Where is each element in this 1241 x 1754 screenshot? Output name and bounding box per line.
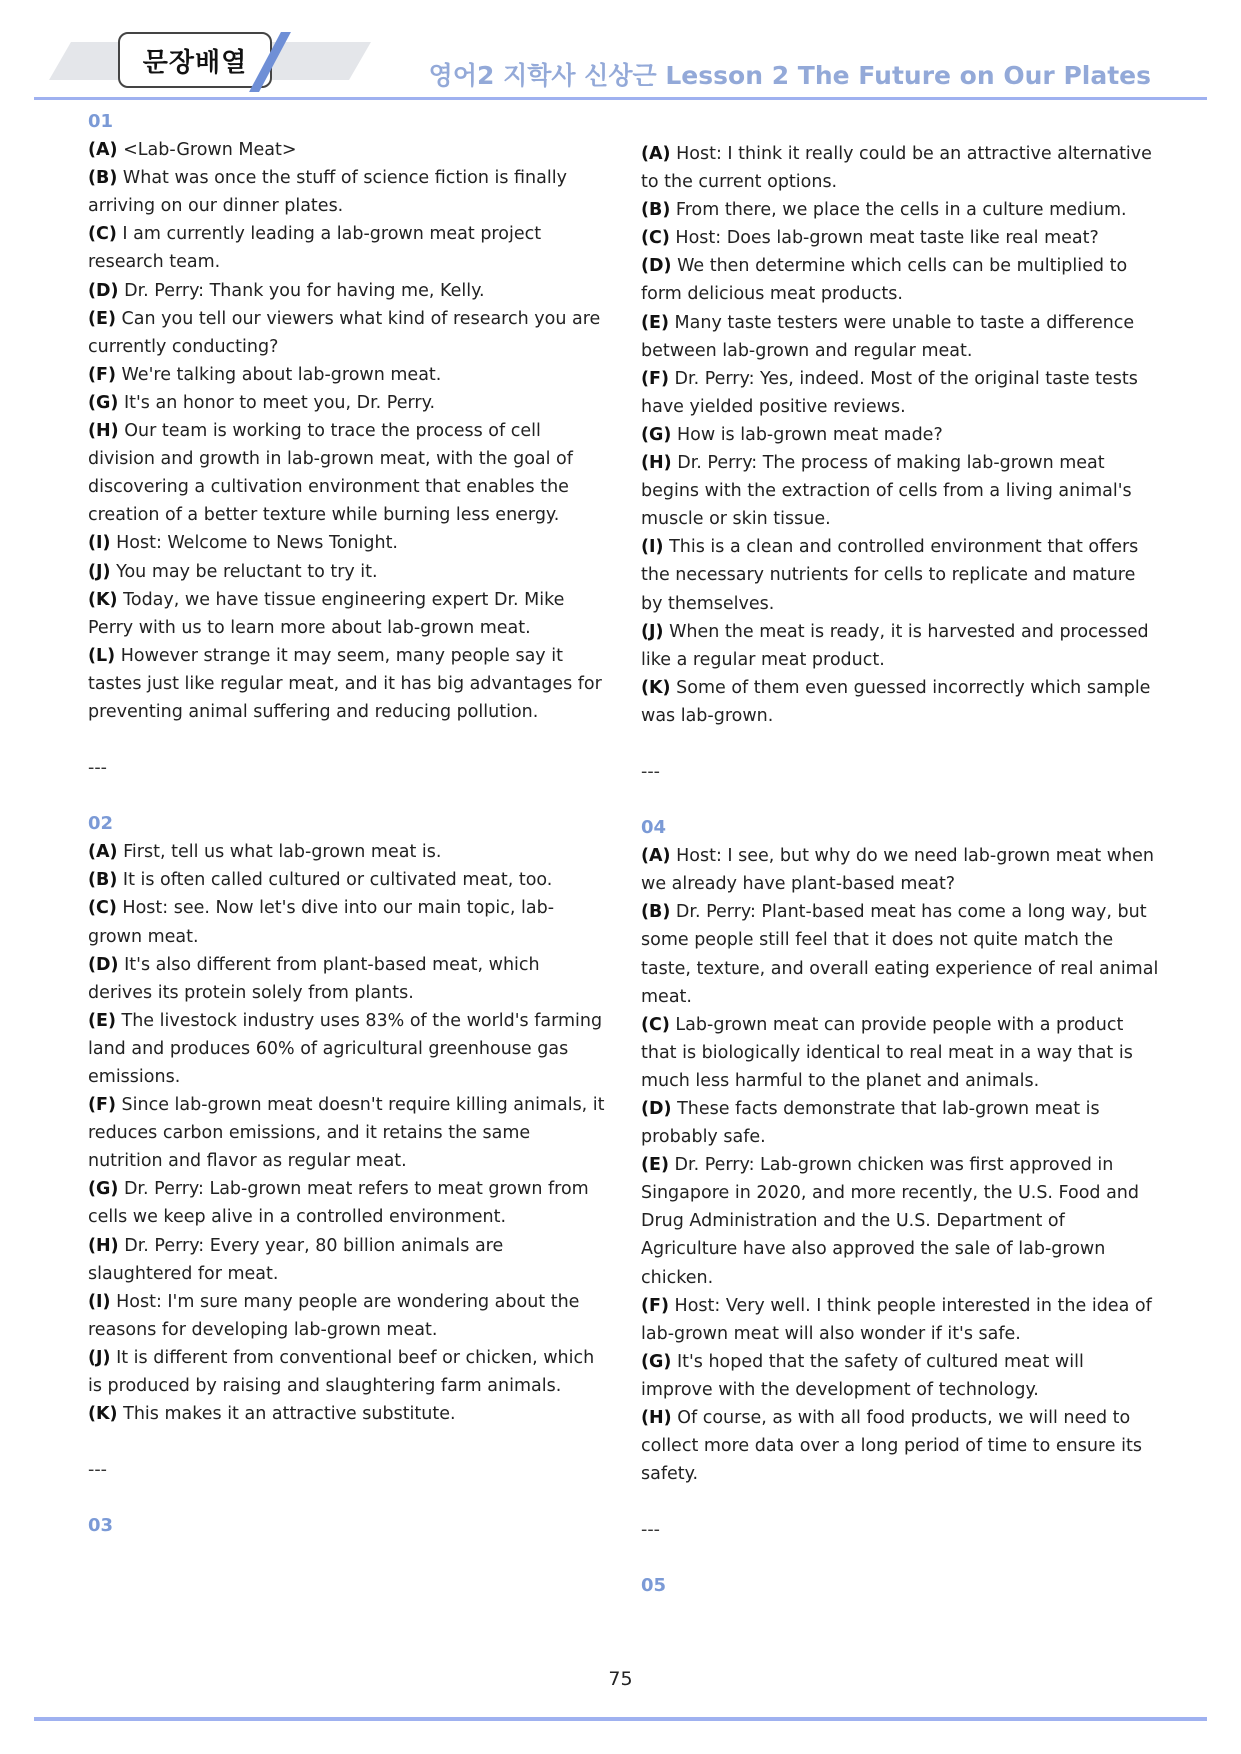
sentence-item: (D) Dr. Perry: Thank you for having me, Kelly. — [88, 280, 485, 301]
sentence-item: (F) We're talking about lab-grown meat. — [88, 364, 442, 385]
sentence-item: (E) Can you tell our viewers what kind of research you are currently conducting? — [88, 308, 601, 357]
sentence-item: (E) Dr. Perry: Lab-grown chicken was first approved in Singapore in 2020, and more recently, the U.S. Food and Drug Administration and the U.S. Department of Agriculture have also approved the sale of lab-grown chicken. — [641, 1155, 1140, 1288]
section-03-items — [641, 140, 1161, 730]
section-number: 04 — [641, 817, 667, 839]
sentence-item: (G) It's hoped that the safety of cultured meat will improve with the development of technology. — [641, 1351, 1084, 1400]
page-number: 75 — [608, 1668, 633, 1690]
sentence-item: (C) Host: see. Now let's dive into our main topic, lab-grown meat. — [88, 898, 555, 947]
header-divider — [34, 97, 1207, 100]
sentence-item: (J) You may be reluctant to try it. — [88, 561, 378, 582]
section-separator: --- — [88, 758, 107, 779]
sentence-item: (G) How is lab-grown meat made? — [641, 424, 943, 445]
header-tag: 문장배열 — [118, 32, 272, 88]
section-separator: --- — [641, 761, 660, 782]
sentence-item: (I) Host: I'm sure many people are wondering about the reasons for developing lab-grown meat. — [88, 1291, 580, 1340]
section-number: 01 — [88, 111, 114, 132]
sentence-item: (K) Today, we have tissue engineering expert Dr. Mike Perry with us to learn more about lab-grown meat. — [88, 589, 565, 638]
sentence-item: (H) Dr. Perry: Every year, 80 billion animals are slaughtered for meat. — [88, 1235, 504, 1284]
sentence-item: (L) However strange it may seem, many people say it tastes just like regular meat, and it has big advantages for preventing animal suffering and reducing pollution. — [88, 645, 602, 722]
sentence-item: (K) Some of them even guessed incorrectly which sample was lab-grown. — [641, 677, 1151, 726]
sentence-item: (B) What was once the stuff of science fiction is finally arriving on our dinner plates. — [88, 168, 567, 217]
section-04-items — [641, 842, 1161, 1488]
sentence-item: (A) First, tell us what lab-grown meat is. — [88, 842, 442, 863]
sentence-item: (H) Of course, as with all food products, we will need to collect more data over a long period of time to ensure its safety. — [641, 1408, 1142, 1485]
sentence-item: (F) Since lab-grown meat doesn't require killing animals, it reduces carbon emissions, and it retains the same nutrition and flavor as regular meat. — [88, 1095, 605, 1172]
section-separator: --- — [88, 1460, 107, 1481]
sentence-item: (F) Dr. Perry: Yes, indeed. Most of the original taste tests have yielded positive reviews. — [641, 368, 1138, 417]
sentence-item: (C) Host: Does lab-grown meat taste like real meat? — [641, 228, 1099, 249]
sentence-item: (I) This is a clean and controlled environment that offers the necessary nutrients for cells to replicate and mature by themselves. — [641, 537, 1139, 614]
sentence-item: (C) Lab-grown meat can provide people with a product that is biologically identical to real meat in a way that is much less harmful to the planet and animals. — [641, 1014, 1133, 1091]
sentence-item: (D) We then determine which cells can be multiplied to form delicious meat products. — [641, 256, 1128, 305]
page-title: 영어2 지학사 신상근 Lesson 2 The Future on Our Plates — [428, 61, 1151, 90]
sentence-item: (G) Dr. Perry: Lab-grown meat refers to meat grown from cells we keep alive in a controlled environment. — [88, 1179, 589, 1228]
sentence-item: (I) Host: Welcome to News Tonight. — [88, 533, 398, 554]
sentence-item: (J) When the meat is ready, it is harvested and processed like a regular meat product. — [641, 621, 1149, 670]
sentence-item: (H) Dr. Perry: The process of making lab-grown meat begins with the extraction of cells from a living animal's muscle or skin tissue. — [641, 453, 1132, 530]
sentence-item: (A) Host: I see, but why do we need lab-grown meat when we already have plant-based meat? — [641, 846, 1155, 895]
sentence-item: (G) It's an honor to meet you, Dr. Perry. — [88, 392, 436, 413]
sentence-item: (B) From there, we place the cells in a culture medium. — [641, 200, 1127, 221]
sentence-item: (B) Dr. Perry: Plant-based meat has come a long way, but some people still feel that it does not quite match the taste, texture, and overall eating experience of real animal meat. — [641, 902, 1159, 1007]
sentence-item: (K) This makes it an attractive substitute. — [88, 1404, 456, 1425]
section-02-items — [88, 838, 608, 1428]
sentence-item: (F) Host: Very well. I think people interested in the idea of lab-grown meat will also wonder if it's safe. — [641, 1295, 1152, 1344]
sentence-item: (D) These facts demonstrate that lab-grown meat is probably safe. — [641, 1099, 1100, 1148]
right-column — [641, 140, 1161, 1601]
footer-divider — [34, 1717, 1207, 1721]
section-01-items — [88, 136, 608, 726]
sentence-item: (B) It is often called cultured or cultivated meat, too. — [88, 870, 553, 891]
section-number: 02 — [88, 813, 114, 835]
sentence-item: (A) Host: I think it really could be an attractive alternative to the current options. — [641, 144, 1152, 193]
left-column — [88, 108, 608, 1540]
sentence-item: (H) Our team is working to trace the process of cell division and growth in lab-grown meat, with the goal of discovering a cultivation environment that enables the creation of a better texture while burning less energy. — [88, 421, 573, 526]
section-number: 03 — [88, 1515, 114, 1537]
sentence-item: (A) <Lab-Grown Meat> — [88, 140, 297, 161]
section-number: 05 — [641, 1575, 667, 1597]
sentence-item: (C) I am currently leading a lab-grown meat project research team. — [88, 224, 542, 273]
section-separator: --- — [641, 1520, 660, 1541]
sentence-item: (D) It's also different from plant-based meat, which derives its protein solely from plants. — [88, 954, 540, 1003]
sentence-item: (E) The livestock industry uses 83% of the world's farming land and produces 60% of agricultural greenhouse gas emissions. — [88, 1010, 603, 1087]
sentence-item: (J) It is different from conventional beef or chicken, which is produced by raising and slaughtering farm animals. — [88, 1347, 595, 1397]
sentence-item: (E) Many taste testers were unable to taste a difference between lab-grown and regular meat. — [641, 312, 1135, 361]
